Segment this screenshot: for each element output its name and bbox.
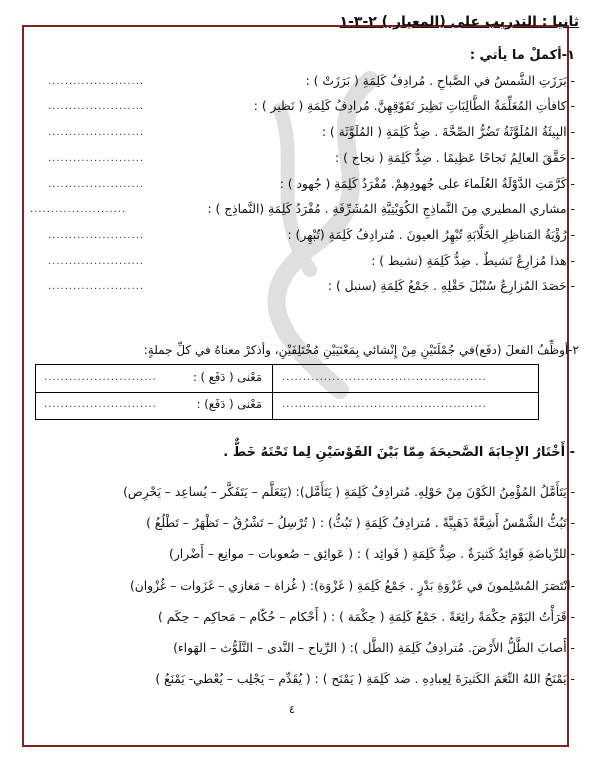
answer-blank-9[interactable]: .......................: [48, 281, 145, 292]
q1-item-9: - حَصَدَ المُزارِعُ سُنْبُلَ حَقْلِهِ . جَمْعُ كَلِمَةِ (سنبل ) :: [327, 279, 575, 293]
answer-blank-4[interactable]: .......................: [48, 153, 145, 164]
q2-sentence-1-blank[interactable]: .................................................: [282, 372, 487, 383]
q1-item-2: - كافأتِ المُعَلِّمَةُ الطَّالِبَاتِ نَظِيرَ تَفَوّقِهِنَّ. مُرادِفُ كَلِمَةِ ( نَظير ) :: [253, 99, 575, 113]
answer-blank-2[interactable]: .......................: [48, 101, 145, 112]
q2-meaning-1-label: مَعْنى ( دَفَع ) :: [193, 370, 262, 384]
q1-item-3: - البِيئَةُ المُلَوَّثَةُ تَضُرُّ الصِّحَّةَ . ضِدُّ كَلِمَةِ ( المُلَوَّثَة ) :: [321, 125, 575, 139]
q3-item-7: - يَمْنَحُ اللهُ النِّعَمَ الكَثيرَةَ لِعِبادِهِ . ضد كَلِمَةِ ( يَمْنَح ) : ( يُقَدِّم – يَجْلِب – يُعْطي- يَمْنَعُ ): [155, 672, 575, 686]
q1-item-8: - هذا مُزارِعٌ نَشيطٌ . ضِدُّ كَلِمَةِ (نشيط ) :: [371, 254, 575, 268]
q3-item-4: -انْتَصَرَ المُسْلِمونَ في غَزْوَةِ بَدْرٍ . جَمْعُ كَلِمَةِ ( غَزْوَة): ( غُزاة – مَغازي – غَزَوات – غُزْوان): [129, 579, 575, 593]
q1-item-5: - كَرَّمَتِ الدَّوْلَةُ العُلَماءَ على جُهودِهِمْ. مُفْرَدُ كَلِمَةِ ( جُهود ) :: [279, 177, 575, 191]
q2-meaning-1-blank[interactable]: ...........................: [44, 372, 157, 383]
q3-item-1: - يَتَأَمَّلُ المُؤْمِنُ الكَوْنَ مِنْ حَوْلِهِ. مُترادِفُ كَلِمَةِ ( يَتَأَمَّل): (يَتَعَلَّم – يَتَفَكَّر – يُساعِد – يَحْرِص): [123, 485, 575, 499]
answer-blank-3[interactable]: .......................: [48, 127, 145, 138]
q3-item-3: - للرِّياضَةِ فَوائِدُ كَثيرَةٌ . ضِدُّ كَلِمَةِ ( فَوائِد ) : ( عَوائِق – صُعوبات – موانِع – أَضْرار): [169, 547, 575, 561]
q1-item-7: - رُؤْيَةُ المَناظِرِ الخَلَّابَةِ تُبْهِرُ العيونَ . مُترادِفُ كَلِمَةِ (تُبْهِر) :: [287, 228, 575, 242]
answer-blank-8[interactable]: .......................: [48, 256, 145, 267]
q2-sentence-2-blank[interactable]: .................................................: [282, 399, 487, 410]
q3-heading: - أَخْتَارُ الإِجابَةَ الصَّحيحَةَ مِمّا بَيْنَ القَوْسَيْنِ لِما تَحْتَهُ خَطٌّ .: [223, 445, 575, 460]
q1-item-1: - بَرَزَتِ الشَّمسُ في الصَّباحِ . مُرادِفُ كَلِمَةِ ( بَرَزَتْ ) :: [305, 74, 575, 88]
q2-answer-table: [35, 364, 539, 420]
q1-heading: ١-أكملْ ما يأتي :: [469, 48, 575, 63]
q1-item-4: - حَقَّقَ العالِمُ نَجاحًا عَظِيمًا . ضِدُّ كَلِمَةِ ( نجاح ) :: [335, 151, 575, 165]
q3-item-6: - أَصابَ الطَّلُّ الأَرْضَ. مُترادِفُ كَلِمَةِ (الطَّل ): ( الرِّياح – النَّدى – التَّلَوُّث – الهَواء): [173, 641, 575, 655]
page-number: ٤: [289, 703, 295, 716]
q3-item-5: - قَرَأْتُ اليَوْمَ حِكْمَةً رائِعَةً . جَمْعُ كَلِمَةِ ( حِكْمَة ) : ( أَحْكام – حُكّام – مَحاكِم – حِكَم ): [158, 610, 575, 624]
q2-heading: ٢-أوظِّفُ الفعلَ (دفَع)في جُمْلَتَيْنِ مِنْ إِنْشائي بِمَعْنَيَيْنِ مُخْتَلِفَيْنِ، وأذكرْ معناهُ في كلِّ جملةٍ:: [143, 343, 579, 357]
q2-meaning-2-blank[interactable]: ...........................: [44, 399, 157, 410]
q3-item-2: - تَبُثُّ الشَّمْسُ أَشِعَّةً ذَهَبِيَّةً . مُترادِفُ كَلِمَةِ ( تَبُثُّ) : ( تُرْسِلُ – تَشْرُقُ – تَظْهَرُ – تَطْلُعُ ): [146, 516, 575, 530]
q2-meaning-2-label: مَعْنى ( دَفَع) :: [196, 397, 262, 411]
page-title: ثانيا : التدريب على (المعيار ) ٢-٣-١: [339, 14, 579, 30]
answer-blank-6[interactable]: .......................: [30, 204, 127, 215]
answer-blank-7[interactable]: .......................: [48, 230, 145, 241]
q1-item-6: - مشاري المطيري مِنَ النَّماذِجِ الكُوَيْتِيَّةِ المُشَرِّفَةِ . مُفْرَدُ كَلِمَةِ (النَّماذِج ) :: [207, 202, 575, 216]
answer-blank-5[interactable]: .......................: [48, 179, 145, 190]
answer-blank-1[interactable]: .......................: [48, 76, 145, 87]
